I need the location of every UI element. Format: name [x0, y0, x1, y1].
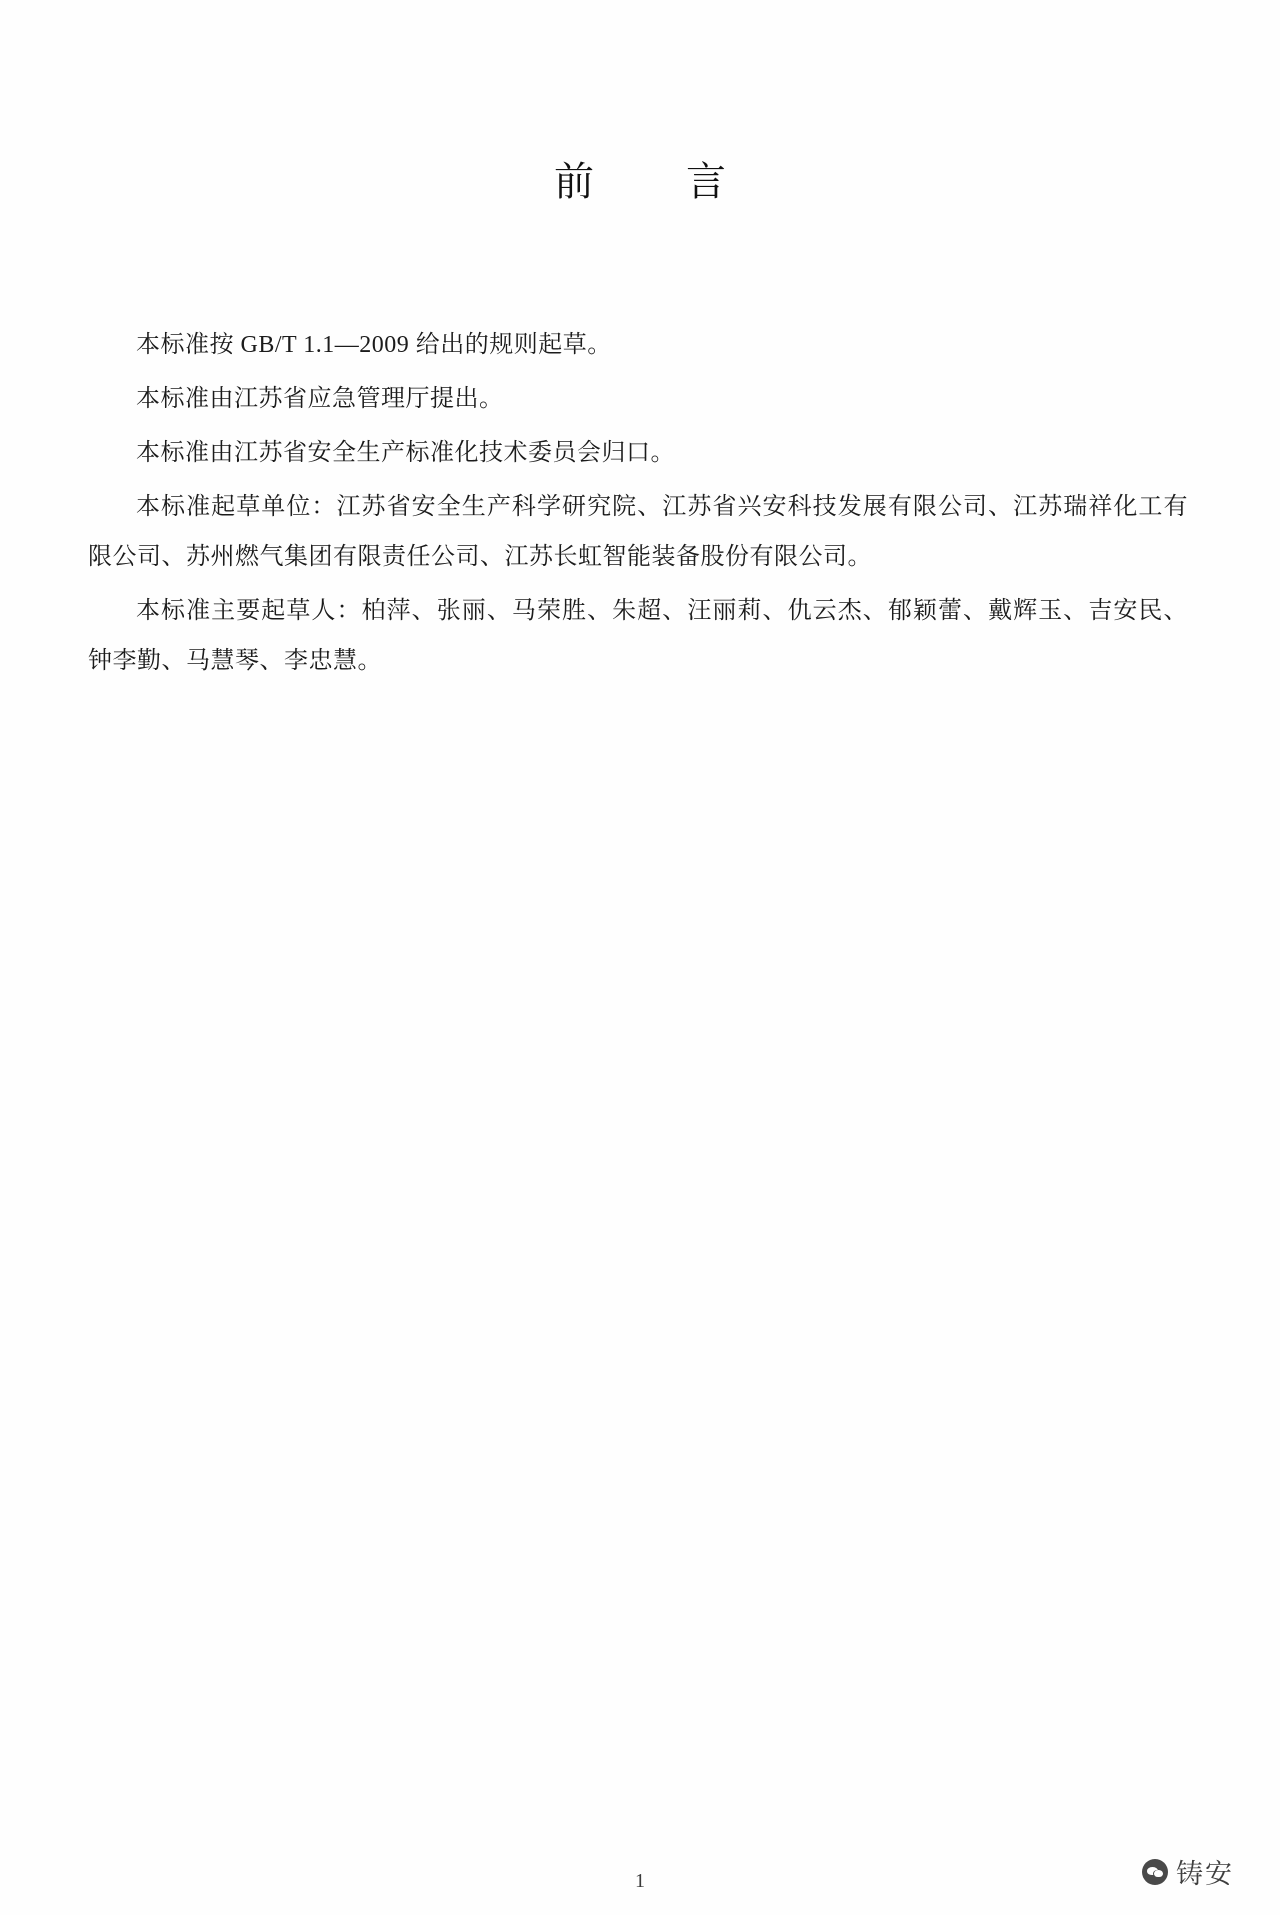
paragraph: 本标准由江苏省安全生产标准化技术委员会归口。 [136, 440, 675, 466]
paragraph: 本标准主要起草人：柏萍、张丽、马荣胜、朱超、汪丽莉、仇云杰、郁颖蕾、戴辉玉、吉安民、钟李勤、马慧琴、李忠慧。 [88, 598, 1188, 674]
page-number: 1 [635, 1870, 645, 1892]
watermark [1142, 1852, 1234, 1891]
paragraph: 本标准按 GB/T 1.1—2009 给出的规则起草。 [136, 332, 612, 358]
watermark-label: 铸安 [1176, 1859, 1234, 1889]
paragraph: 本标准起草单位：江苏省安全生产科学研究院、江苏省兴安科技发展有限公司、江苏瑞祥化工有限公司、苏州燃气集团有限责任公司、江苏长虹智能装备股份有限公司。 [88, 494, 1188, 570]
wechat-icon [1142, 1859, 1168, 1885]
paragraph: 本标准由江苏省应急管理厅提出。 [136, 386, 504, 412]
page-title: 前 言 [554, 159, 752, 204]
document-body [88, 320, 1188, 690]
